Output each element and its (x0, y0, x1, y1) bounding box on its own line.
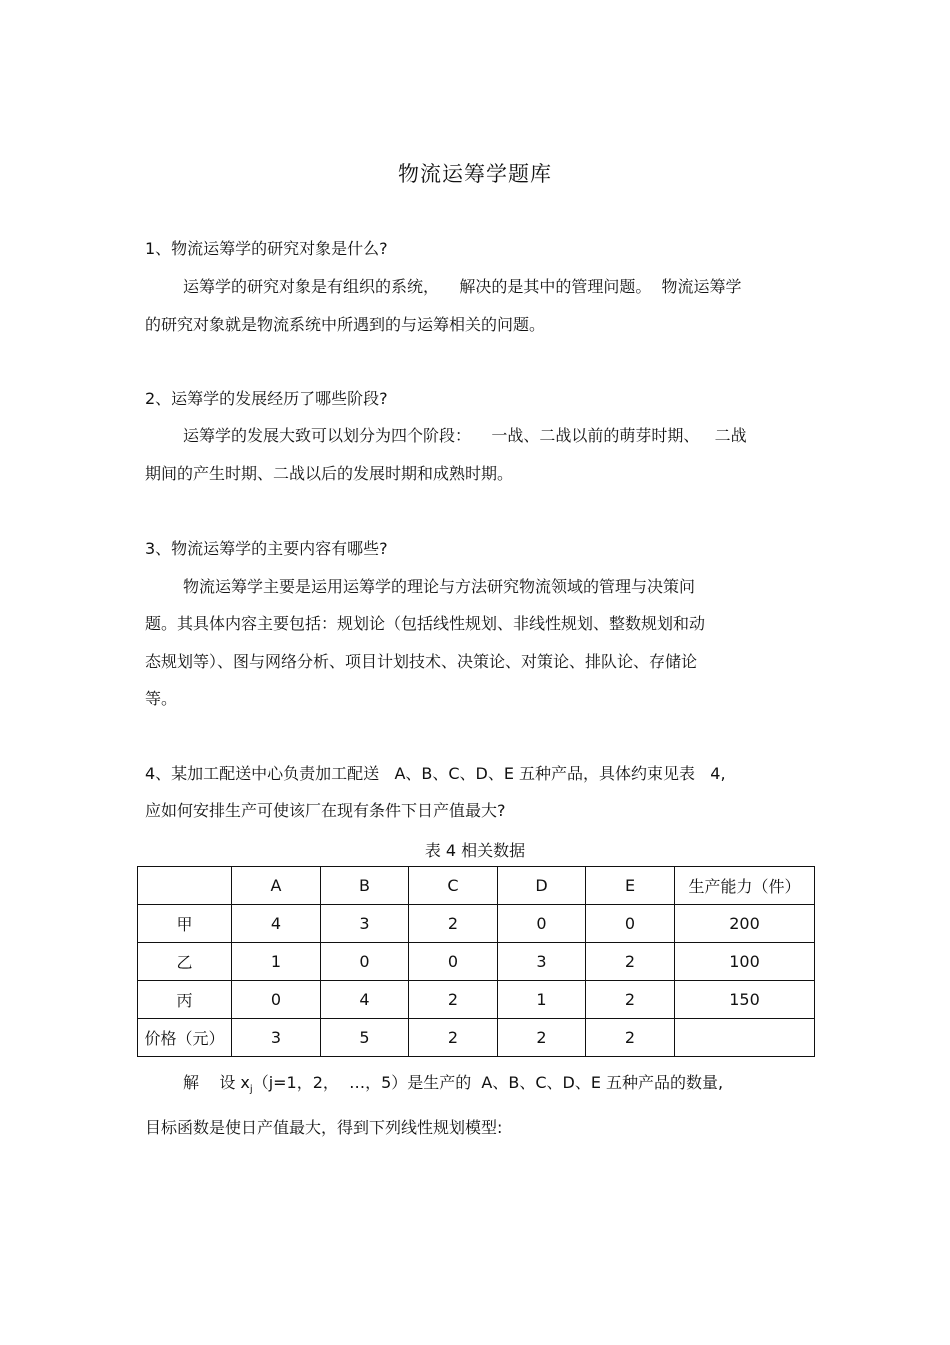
answer-2-line-1: 运筹学的发展大致可以划分为四个阶段： 一战、二战以前的萌芽时期、 二战 (183, 426, 747, 445)
row-label: 价格（元） (138, 1019, 232, 1057)
header-cell: E (586, 867, 675, 905)
table-row (138, 905, 815, 943)
table-cell: 2 (409, 905, 498, 943)
table-cell: 5 (321, 1019, 409, 1057)
table-cell: 3 (498, 943, 586, 981)
table-cell: 3 (321, 905, 409, 943)
data-table (137, 866, 815, 1057)
row-label: 乙 (138, 943, 232, 981)
header-cell: C (409, 867, 498, 905)
table-cell: 150 (675, 981, 815, 1019)
table-cell: 2 (409, 1019, 498, 1057)
table-cell: 4 (232, 905, 321, 943)
solution-line-2: 目标函数是使日产值最大，得到下列线性规划模型: (145, 1118, 503, 1137)
answer-1-line-1: 运筹学的研究对象是有组织的系统， 解决的是其中的管理问题。 物流运筹学 (183, 277, 742, 296)
answer-3-line-4: 等。 (145, 689, 178, 708)
table-cell: 2 (498, 1019, 586, 1057)
solution-prefix: 解 设 x (183, 1073, 250, 1092)
table-cell: 0 (321, 943, 409, 981)
table-cell: 0 (586, 905, 675, 943)
question-1: 1、物流运筹学的研究对象是什么? (145, 239, 388, 258)
table-header-row (138, 867, 815, 905)
header-cell: B (321, 867, 409, 905)
table-cell: 0 (498, 905, 586, 943)
solution-line-1 (183, 1072, 723, 1101)
solution-subscript: j (249, 1084, 253, 1096)
table-row (138, 1019, 815, 1057)
table-cell: 3 (232, 1019, 321, 1057)
header-cell: D (498, 867, 586, 905)
row-label: 丙 (138, 981, 232, 1019)
table-cell: 0 (409, 943, 498, 981)
table-cell (675, 1019, 815, 1057)
table-row (138, 981, 815, 1019)
answer-3-line-3: 态规划等）、图与网络分析、项目计划技术、决策论、对策论、排队论、存储论 (145, 652, 698, 671)
page-title: 物流运筹学题库 (398, 162, 552, 186)
question-4-line-2: 应如何安排生产可使该厂在现有条件下日产值最大? (145, 801, 506, 820)
answer-3-line-2: 题。其具体内容主要包括：规划论（包括线性规划、非线性规划、整数规划和动 (145, 614, 706, 633)
header-cell: A (232, 867, 321, 905)
table-cell: 2 (586, 981, 675, 1019)
solution-suffix: （j=1，2， …，5）是生产的 A、B、C、D、E 五种产品的数量, (252, 1073, 724, 1092)
table-row (138, 943, 815, 981)
table-cell: 2 (409, 981, 498, 1019)
table-cell: 2 (586, 943, 675, 981)
header-cell: 生产能力（件） (675, 867, 815, 905)
answer-3-line-1: 物流运筹学主要是运用运筹学的理论与方法研究物流领域的管理与决策问 (183, 577, 696, 596)
table-cell: 200 (675, 905, 815, 943)
answer-1-line-2: 的研究对象就是物流系统中所遇到的与运筹相关的问题。 (145, 315, 546, 334)
question-3: 3、物流运筹学的主要内容有哪些? (145, 539, 388, 558)
row-label: 甲 (138, 905, 232, 943)
table-cell: 0 (232, 981, 321, 1019)
header-cell (138, 867, 232, 905)
table-cell: 100 (675, 943, 815, 981)
answer-2-line-2: 期间的产生时期、二战以后的发展时期和成熟时期。 (145, 464, 514, 483)
table-cell: 2 (586, 1019, 675, 1057)
table-cell: 4 (321, 981, 409, 1019)
question-2: 2、运筹学的发展经历了哪些阶段? (145, 389, 388, 408)
table-cell: 1 (498, 981, 586, 1019)
question-4-line-1: 4、某加工配送中心负责加工配送 A、B、C、D、E 五种产品，具体约束见表 4, (145, 764, 726, 783)
table-caption: 表 4 相关数据 (424, 841, 526, 860)
table-cell: 1 (232, 943, 321, 981)
